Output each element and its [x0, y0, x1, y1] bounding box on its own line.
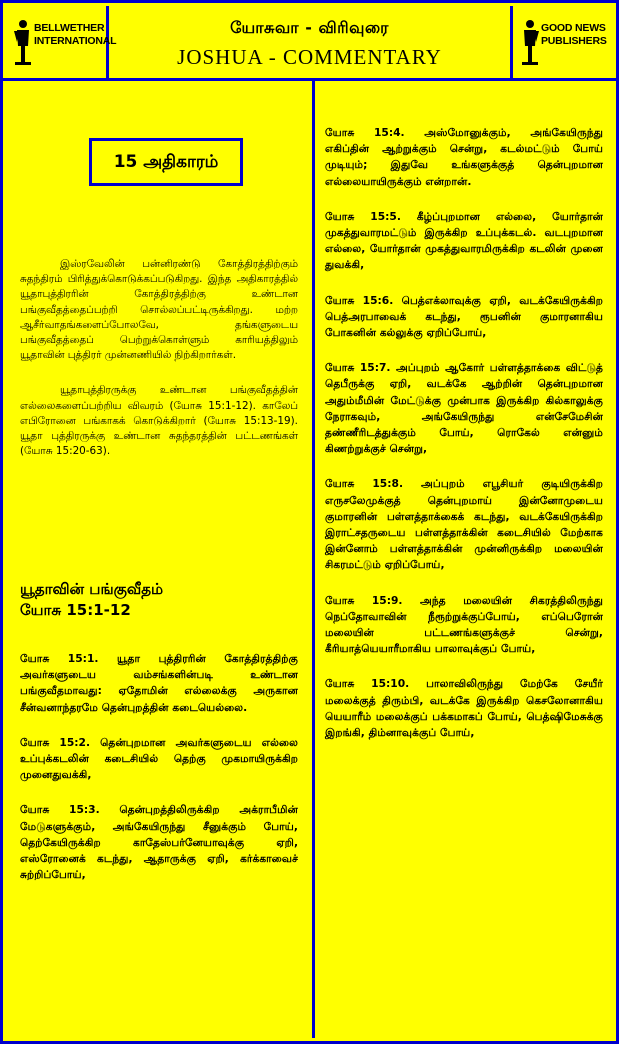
- verse-15-4: யோசு 15:4. அஸ்மோனுக்கும், அங்கேயிருந்து எகிப்தின் ஆற்றுக்கும் சென்று, கடல்மட்டும் போய் முடியும்; இதுவே உங்களுக்குத் தென்புறமான எல்லையாயிருக்கும் என்றான்.: [325, 126, 603, 188]
- chapter-label: 15 அதிகாரம்: [89, 138, 243, 186]
- left-logo-line-1: BELLWETHER: [34, 22, 105, 34]
- verse-15-8: யோசு 15:8. அப்புறம் எபூசியர் குடியிருக்கிற எருசலேமுக்குத் தென்புறமாய் இன்னோமுடைய குமாரனின் பள்ளத்தாக்கைக் கடந்து, வடக்கேயிருக்கிற இராட்சதருடைய பள்ளத்தாக்கின் கடைசியில் மேற்காக இன்னோம் பள்ளத்தாக்கின் முன்னிருக்கிற மலையின் சிகரமட்டும் ஏறிப்போய்,: [325, 477, 603, 572]
- verse-15-10: யோசு 15:10. பாலாவிலிருந்து மேற்கே சேயீர் மலைக்குத் திரும்பி, வடக்கே இருக்கிற கெசலோனாகிய யெயாரீம் மலைக்குப் பக்கமாகப் போய், பெத்ஷிமேசுக்கு இறங்கி, திம்னாவுக்குப் போய்,: [325, 677, 603, 740]
- left-logo-line-2: INTERNATIONAL: [34, 35, 117, 47]
- intro-paragraph: இஸ்ரவேலின் பன்னிரண்டு கோத்திரத்திற்கும் சுதந்திரம் பிரித்துக்கொடுக்கப்படுகிறது. இந்த அதிகாரத்தில் யூதாபுத்திரரின் கோத்திரத்திற்கு உண்டான பங்குவீதத்தைப்பற்றி சொல்லப்பட்டிருக்கிறது. மற்ற ஆசீர்வாதங்களைப்போலவே, தங்களுடைய பங்குவீதத்தைப் பெற்றுக்கொள்ளும் காரியத்திலும் யூதாவின் புத்திரர் முன்னணியில் நிற்கிறார்கள்.: [20, 258, 298, 362]
- header-title-block: [109, 6, 510, 78]
- bellwether-man-icon: [12, 18, 34, 66]
- section-heading: [20, 579, 298, 621]
- right-logo-line-1: GOOD NEWS: [541, 22, 606, 34]
- good-news-man-icon: [519, 18, 541, 66]
- verses-left: [20, 651, 298, 902]
- left-column: [6, 81, 312, 1038]
- title-english: JOSHUA - COMMENTARY: [177, 45, 442, 69]
- section-heading-ref: யோசு 15:1-12: [20, 601, 131, 619]
- verse-15-9: யோசு 15:9. அந்த மலையின் சிகரத்திலிருந்து நெப்தோவாவின் நீரூற்றுக்குப்போய், எப்பெரோன் மலையின் பட்டணங்களுக்குச் சென்று, கீரியாத்யெயாரீமாகிய பாலாவுக்குப் போய்,: [325, 593, 603, 656]
- verse-15-6: யோசு 15:6. பெத்எக்லாவுக்கு ஏறி, வடக்கேயிருக்கிற பெத்அரபாவைக் கடந்து, ரூபனின் குமாரனாகிய போகனின் கல்லுக்கு ஏறிப்போய்,: [325, 293, 603, 340]
- verse-15-5: யோசு 15:5. கீழ்ப்புறமான எல்லை, யோர்தான் முகத்துவாரமட்டும் இருக்கிற உப்புக்கடல். வடபுறமான எல்லை, யோர்தான் முகத்துவாரமிருக்கிற கடலின் முனை துவக்கி,: [325, 209, 603, 272]
- verse-15-3: யோசு 15:3. தென்புறத்திலிருக்கிற அக்ராபீமின் மேடுகளுக்கும், அங்கேயிருந்து சீனுக்கும் போய், தெற்கேயிருக்கிற காதேஸ்பர்னேயாவுக்கு ஏறி, எஸ்ரோனைக் கடந்து, ஆதாருக்கு ஏறி, கர்க்காவைச் சுற்றிப்போய்,: [20, 803, 298, 882]
- verse-15-1: யோசு 15:1. யூதா புத்திரரின் கோத்திரத்திற்கு அவர்களுடைய வம்சங்களின்படி உண்டான பங்குவீதமாவது: ஏதோமின் எல்லைக்கு அருகான சீன்வனாந்தரமே தென்புறத்தின் கடையெல்லை.: [20, 652, 298, 714]
- verse-15-2: யோசு 15:2. தென்புறமான அவர்களுடைய எல்லை உப்புக்கடலின் கடைசியில் தெற்கு முகமாயிருக்கிற முனைதுவக்கி,: [20, 735, 298, 782]
- verses-right: [325, 125, 603, 760]
- right-column: [315, 81, 613, 1038]
- intro-text: [20, 257, 298, 479]
- title-tamil: யோசுவா - விரிவுரை: [230, 18, 389, 37]
- right-logo-line-2: PUBLISHERS: [541, 35, 607, 47]
- page-header: [6, 6, 613, 78]
- good-news-logo: [510, 6, 613, 78]
- section-heading-title: யூதாவின் பங்குவீதம்: [20, 580, 164, 598]
- intro-paragraph: யூதாபுத்திரருக்கு உண்டான பங்குவீதத்தின் எல்லைகளைப்பற்றிய விவரம் (யோசு 15:1-12). காலேப் எபிரோனை பங்காகக் கொடுக்கிறார் (யோசு 15:13-19). யூதா புத்திரருக்கு உண்டான சுதந்தரத்தின் பட்டணங்கள் (யோசு 15:20-63).: [20, 384, 298, 458]
- verse-15-7: யோசு 15:7. அப்புறம் ஆகோர் பள்ளத்தாக்கை விட்டுத் தெபீருக்கு ஏறி, வடக்கே ஆற்றின் தென்புறமான அதும்மீமின் மேட்டுக்கு முன்பாக இருக்கிற கில்காலுக்கு நேராகவும், அங்கேயிருந்து என்சேமேசின் தண்ணீரிடத்துக்கும் போய், ரொகேல் என்னும் கிணற்றுக்குச் சென்று,: [325, 361, 603, 456]
- bellwether-logo: [6, 6, 117, 78]
